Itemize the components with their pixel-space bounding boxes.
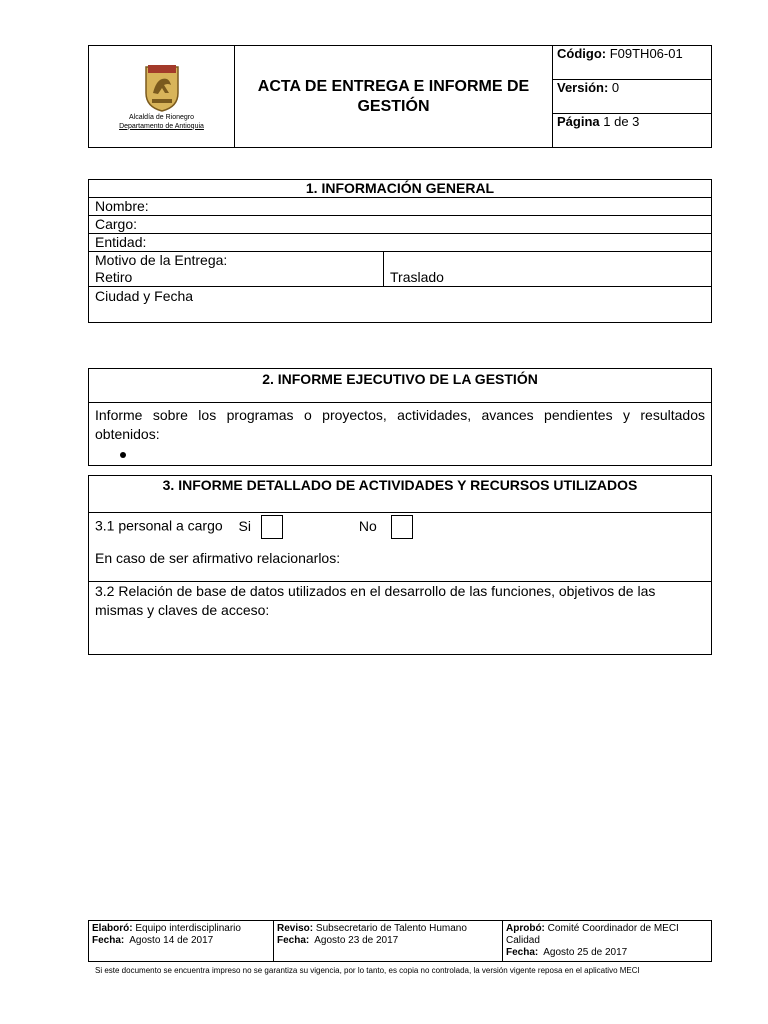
afirmativo-label: En caso de ser afirmativo relacionarlos: [95,550,341,566]
document-header [88,45,712,145]
section-informe-detallado [88,475,712,655]
reviso-label: Reviso: [277,923,314,934]
pagina-label: Página [557,114,600,129]
no-checkbox[interactable] [391,515,413,539]
reviso-value: Subsecretario de Talento Humano [315,923,467,934]
footer-disclaimer: Si este documento se encuentra impreso no se garantiza su vigencia, por lo tanto, es copia no controlada, la versión vigente reposa en el aplicativo MECI [95,966,640,975]
elaboro-value: Equipo interdisciplinario [135,923,241,934]
logo-caption-municipality: Alcaldía de Rionegro [129,113,194,121]
personal-a-cargo-cell [89,513,712,582]
version-value: 0 [611,80,620,95]
si-label: Si [238,517,251,534]
version-label: Versión: [557,80,609,95]
codigo-label: Código: [557,46,607,61]
pagina-cell [553,114,712,148]
aprobo-label: Aprobó: [506,923,545,934]
section2-body-text: Informe sobre los programas o proyectos, actividades, avances pendientes y resultados obtenidos: [95,407,705,442]
elaboro-cell [89,921,274,962]
elaboro-label: Elaboró: [92,923,133,934]
traslado-option: Traslado [384,252,712,287]
codigo-value: F09TH06-01 [609,46,683,61]
section-informacion-general [88,179,712,323]
fecha-label-3: Fecha: [506,947,539,958]
no-label: No [358,517,377,534]
fecha-label-1: Fecha: [92,935,125,946]
section2-title: 2. INFORME EJECUTIVO DE LA GESTIÓN [89,369,712,403]
logo-caption-department: Departamento de Antioquia [119,122,204,130]
reviso-cell [274,921,503,962]
approval-footer [88,920,712,962]
aprobo-cell [503,921,712,962]
section3-title: 3. INFORME DETALLADO DE ACTIVIDADES Y RECURSOS UTILIZADOS [89,476,712,513]
field-nombre: Nombre: [89,198,712,216]
personal-a-cargo-label: 3.1 personal a cargo [95,517,223,534]
pagina-value: 1 de 3 [603,114,640,129]
bullet-point [120,452,126,458]
section-informe-ejecutivo [88,368,712,466]
logo-cell [89,46,235,148]
section1-title: 1. INFORMACIÓN GENERAL [89,180,712,198]
field-cargo: Cargo: [89,216,712,234]
field-entidad: Entidad: [89,234,712,252]
version-cell [553,80,712,114]
field-ciudad-fecha: Ciudad y Fecha [89,287,712,323]
retiro-option: Retiro [95,269,133,285]
fecha-elaboro: Agosto 14 de 2017 [129,935,214,946]
document-title: ACTA DE ENTREGA E INFORME DE GESTIÓN [235,46,553,148]
field-motivo [89,252,384,287]
si-checkbox[interactable] [261,515,283,539]
fecha-aprobo: Agosto 25 de 2017 [543,947,628,958]
motivo-label: Motivo de la Entrega: [95,252,228,268]
aprobo-value: Comité Coordinador de MECI Calidad [506,923,679,946]
fecha-label-2: Fecha: [277,935,310,946]
coat-of-arms-logo [142,63,182,113]
codigo-cell [553,46,712,80]
section2-body-cell [89,403,712,466]
fecha-reviso: Agosto 23 de 2017 [314,935,399,946]
base-datos-cell: 3.2 Relación de base de datos utilizados en el desarrollo de las funciones, objetivos de las mismas y claves de acceso: [89,582,712,655]
